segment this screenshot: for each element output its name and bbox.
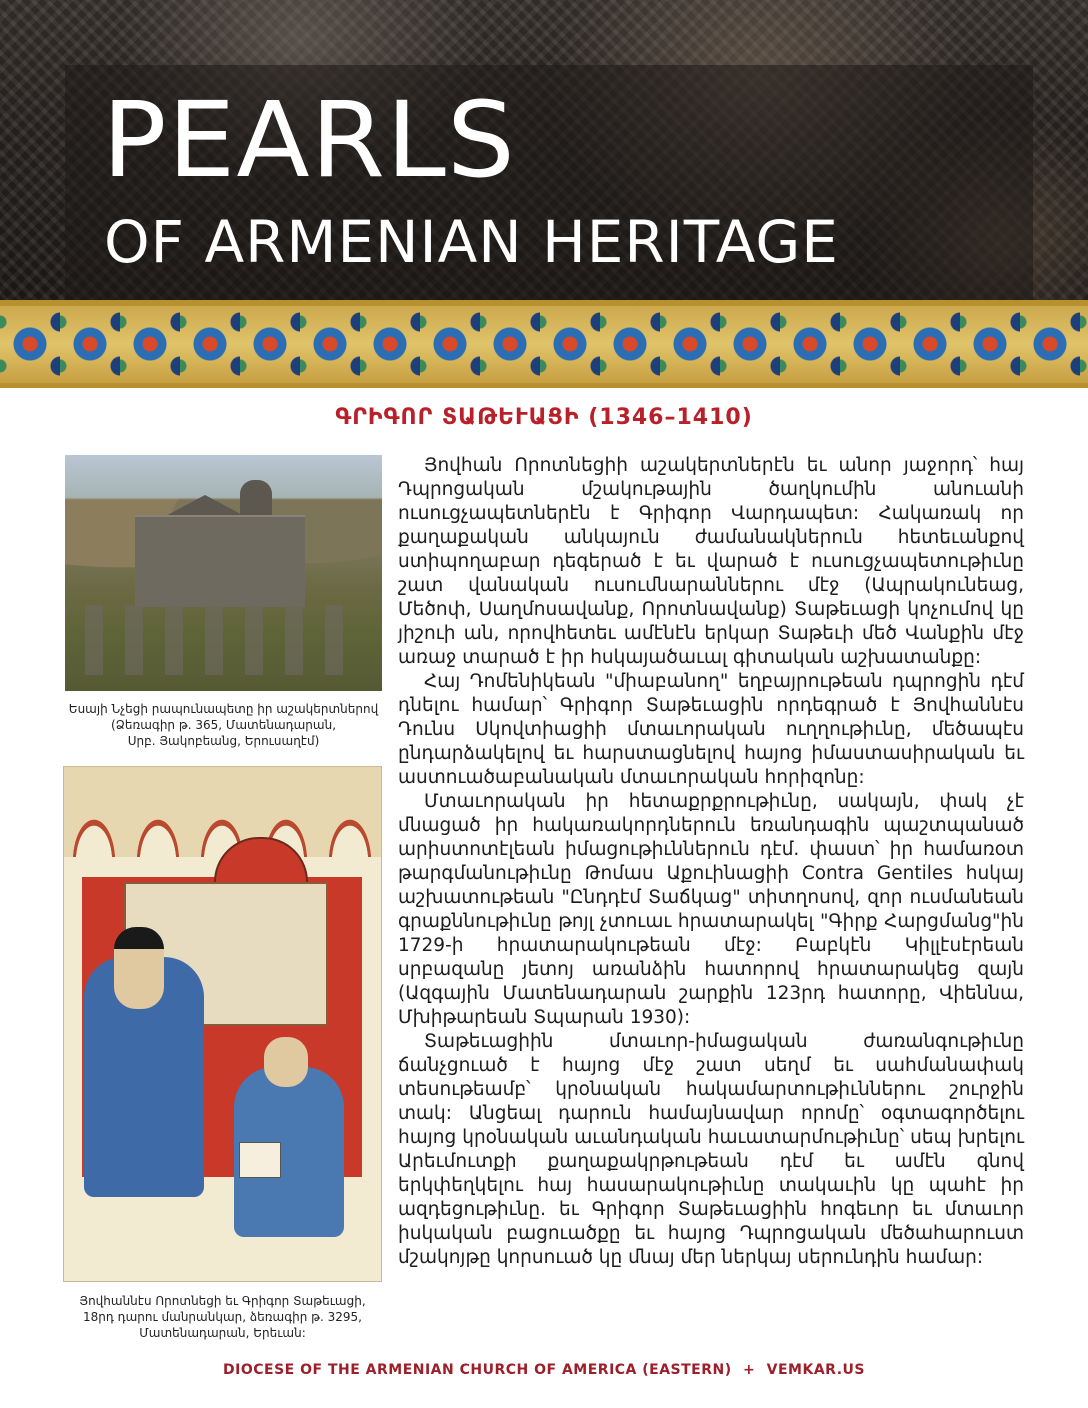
- miniature-painting: [63, 766, 382, 1282]
- paragraph: Հայ Դոմենիկեան "միաբանող" եղբայրութեան դպրոցին դէմ դնելու համար՝ Գրիգոր Տաթեւացին որդեգրած է Յովհաննէս Դունս Սկովտիացիի մտաւորական ուղղութիւնը, մեծապէս ընդարձակելով եւ հարստացնելով հայոց իմաստասիրական եւ աստուածաբանական մտաւորական հորիզոնը:: [398, 671, 1024, 788]
- gravestones: [85, 605, 365, 675]
- caption-line: Սրբ. Յակոբեանց, Երուսաղէմ): [127, 734, 320, 748]
- footer-separator: +: [743, 1362, 756, 1378]
- caption-line: 18րդ դարու մանրանկար, ձեռագիր թ. 3295,: [83, 1310, 362, 1324]
- miniature-head-left: [114, 927, 164, 1009]
- miniature-head-right: [264, 1037, 308, 1087]
- paragraph: Տաթեւացիին մտաւոր-իմացական ժառանգութիւնը ճանչցուած է հայոց մէջ շատ սեղմ եւ սահմանափակ տեսութեամբ՝ կրօնական հակամարտութիւններու շուրջին տակ: Անցեալ դարուն համայնավար որոմը՝ օգտագործելու հայոց կրօնական աւանդական հաւատարմութիւնը՝ սեպ խրելու Արեւմուտքի քաղաքակրթութեան դէմ եւ ամէն գնով երկփեղկելու հայ հասարակութիւնը տակաւին կը պահէ իր ազդեցութիւնը. եւ Գրիգոր Տաթեւացիին հոգեւոր եւ մտաւոր իսկական բացուածքը եւ հայոց Դպրոցական մեծահարուստ մշակոյթը կորսուած կը մնայ մեր ներկայ սերունդին համար:: [398, 1031, 1024, 1268]
- paragraph: Յովհան Որոտնեցիի աշակերտներէն եւ անոր յաջորդ՝ հայ Դպրոցական մշակութային ծաղկումին անուանի ուսուցչապետներէն է Գրիգոր Վարդապետ: Հակառակ որ քաղաքական անկայուն ժամանակներուն հետեւանքով ստիպողաբար դեգերած է եւ վարած է ուսուցչապետութիւնը շատ վանական ուսումնարաններու մէջ (Ապրակունեաց, Մեծոփ, Սաղմոսավանք, Որոտնավանք) Տաթեւացի կոչումով կը յիշուի ան, որովհետեւ ամէնէն երկար Տաթեւի մեծ Վանքին մէջ առաջ տարած է իր հսկայածաւալ գիտական աշխատանքը:: [398, 455, 1024, 668]
- caption-line: Յովհաննէս Որոտնեցի եւ Գրիգոր Տաթեւացի,: [79, 1294, 366, 1308]
- caption-line: (Ձեռագիր թ. 365, Մատենադարան,: [110, 718, 337, 732]
- ornamental-border: [0, 300, 1088, 388]
- header-banner: [0, 0, 1088, 310]
- page-subtitle: OF ARMENIAN HERITAGE: [104, 208, 839, 276]
- article-title: ԳՐԻԳՈՐ ՏԱԹԵՒԱՑԻ (1346–1410): [335, 405, 753, 430]
- photo1-caption: [65, 701, 382, 749]
- footer-website-link[interactable]: VEMKAR.US: [766, 1362, 865, 1378]
- church-dome: [240, 480, 272, 520]
- footer-organization: DIOCESE OF THE ARMENIAN CHURCH OF AMERICA (EASTERN): [223, 1362, 732, 1378]
- page-title: PEARLS: [102, 79, 516, 201]
- caption-line: Մատենադարան, Երեւան:: [139, 1326, 306, 1340]
- miniature-book: [239, 1142, 281, 1178]
- miniature-arches: [64, 767, 381, 857]
- footer: [0, 1362, 1088, 1378]
- caption-line: Եսայի Նչեցի րապունապետը իր աշակերտներով: [68, 702, 379, 716]
- monastery-photo: [65, 455, 382, 691]
- church-building: [135, 515, 305, 607]
- article-body: [398, 454, 1024, 1270]
- photo2-caption: [63, 1293, 382, 1341]
- paragraph: Մտաւորական իր հետաքրքրութիւնը, սակայն, փակ չէ մնացած իր հակառակորդներուն եռանդագին պաշտպանած արիստոտէլեան իմացութիւններուն դէմ. փաստ՝ իր համառօտ թարգմանութիւնը Թոմաս Աքուինացիի Contra Gentiles հսկայ աշխատութեան "Ընդդէմ Տաճկաց" տիտղոսով, զոր ուսմանեան գրաքննութիւնը թոյլ չտուաւ հրատարակել "Գիրք Հարցմանց"ին 1729-ի հրատարակութեան մէջ: Բաբկէն Կիլլէսէրեան սրբազանը յետոյ առանձին հատորով հրատարակեց զայն (Ազգային Մատենադարան շարքին 123րդ հատորը, Վիեննա, Մխիթարեան Տպարան 1930):: [398, 791, 1024, 1028]
